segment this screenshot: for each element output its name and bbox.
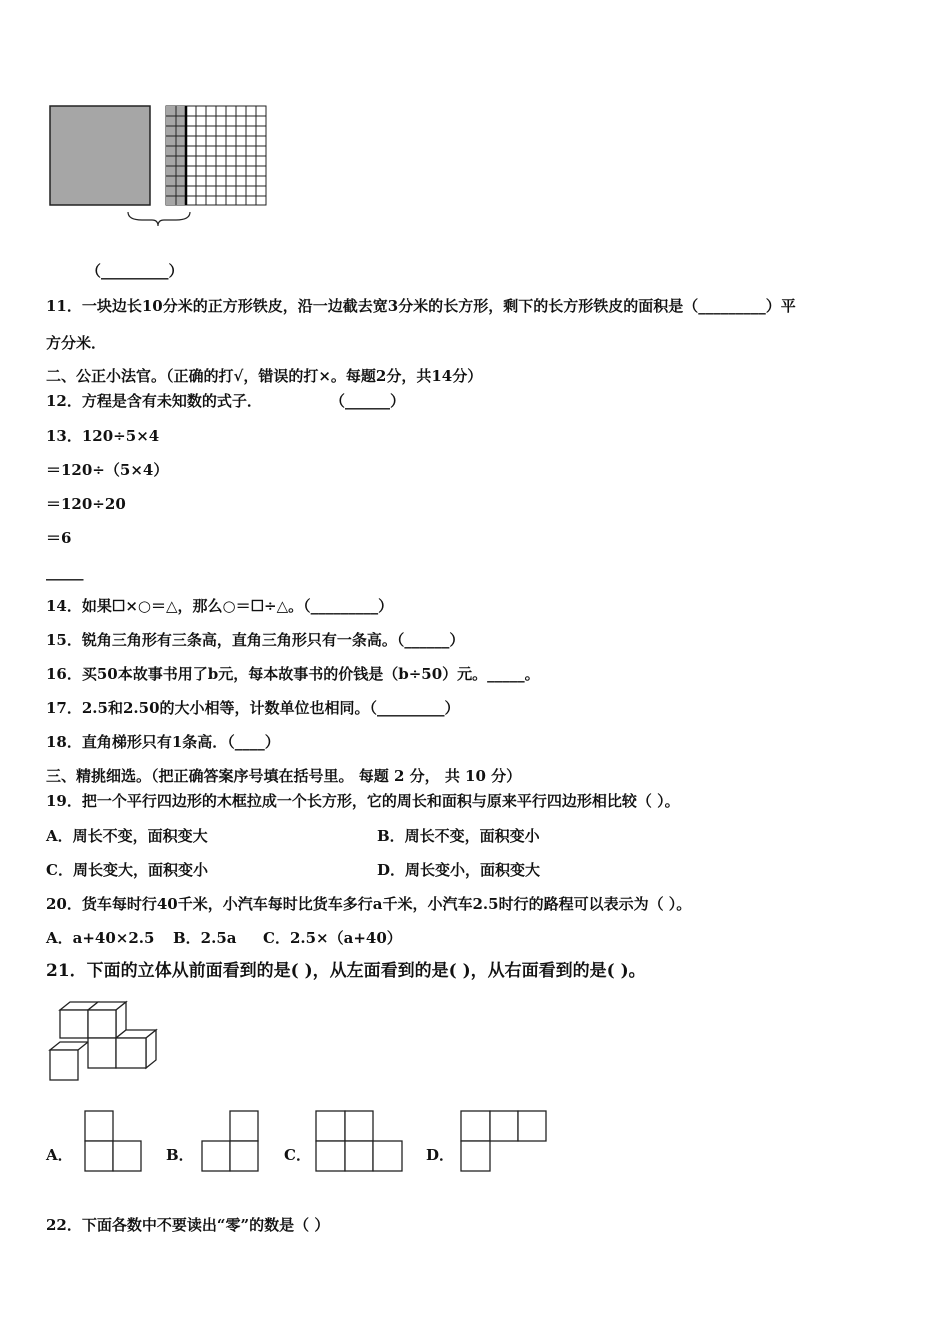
- question-19-option-d[interactable]: D．周长变小，面积变大: [377, 861, 541, 879]
- question-21-label-c[interactable]: C．: [284, 1146, 311, 1164]
- question-20: 20．货车每时行40千米，小汽车每时比货车多行a千米，小汽车2.5时行的路程可以表示为（ ）。: [46, 895, 692, 913]
- question-13-line1: 13．120÷5×4: [46, 427, 160, 445]
- figure-answer-blank[interactable]: （_________）: [86, 262, 184, 280]
- question-11-line2: 方分米．: [46, 334, 107, 352]
- cube-solid-figure: [46, 998, 166, 1088]
- question-18: 18．直角梯形只有1条高．（____）: [46, 733, 280, 751]
- question-17: 17．2.5和2.50的大小相等，计数单位也相同。（_________）: [46, 699, 460, 717]
- question-21: 21．下面的立体从前面看到的是( )，从左面看到的是( )，从右面看到的是( )。: [46, 961, 646, 981]
- question-14: 14．如果☐×○＝△，那么○＝☐÷△。（_________）: [46, 597, 394, 615]
- question-13-line2: ＝120÷（5×4）: [46, 461, 169, 479]
- square-grid-figure: [46, 100, 276, 235]
- question-21-label-b[interactable]: B．: [166, 1146, 194, 1164]
- question-12-blank[interactable]: （______）: [330, 392, 406, 410]
- question-21-label-d[interactable]: D．: [426, 1146, 455, 1164]
- view-option-a[interactable]: [82, 1108, 146, 1174]
- question-11-line1: 11．一块边长10分米的正方形铁皮，沿一边截去宽3分米的长方形，剩下的长方形铁皮的面积是（_________）平: [46, 297, 796, 315]
- question-19: 19．把一个平行四边形的木框拉成一个长方形，它的周长和面积与原来平行四边形相比较（ ）。: [46, 792, 680, 810]
- question-22: 22．下面各数中不要读出“零”的数是（ ）: [46, 1216, 330, 1234]
- question-13-line4: ＝6: [46, 529, 72, 547]
- view-option-d[interactable]: [458, 1108, 550, 1174]
- question-15: 15．锐角三角形有三条高，直角三角形只有一条高。（______）: [46, 631, 465, 649]
- question-21-label-a[interactable]: A．: [46, 1146, 73, 1164]
- view-option-b[interactable]: [199, 1108, 263, 1174]
- question-19-option-a[interactable]: A．周长不变，面积变大: [46, 827, 208, 845]
- question-20-option-a[interactable]: A．a+40×2.5: [46, 929, 155, 947]
- section-2-title: 二、公正小法官。（正确的打√，错误的打×。每题2分，共14分）: [46, 367, 483, 385]
- question-13-line3: ＝120÷20: [46, 495, 126, 513]
- question-12: 12．方程是含有未知数的式子．: [46, 392, 262, 410]
- question-19-option-b[interactable]: B．周长不变，面积变小: [377, 827, 540, 845]
- question-19-option-c[interactable]: C．周长变大，面积变小: [46, 861, 208, 879]
- question-20-option-b[interactable]: B．2.5a: [173, 929, 237, 947]
- section-3-title: 三、精挑细选。（把正确答案序号填在括号里。 每题 2 分， 共 10 分）: [46, 767, 522, 785]
- question-16: 16．买50本故事书用了b元，每本故事书的价钱是（b÷50）元。_____。: [46, 665, 540, 683]
- view-option-c[interactable]: [313, 1108, 405, 1174]
- question-13-blank[interactable]: _____: [46, 563, 84, 581]
- question-20-option-c[interactable]: C．2.5×（a+40）: [263, 929, 402, 947]
